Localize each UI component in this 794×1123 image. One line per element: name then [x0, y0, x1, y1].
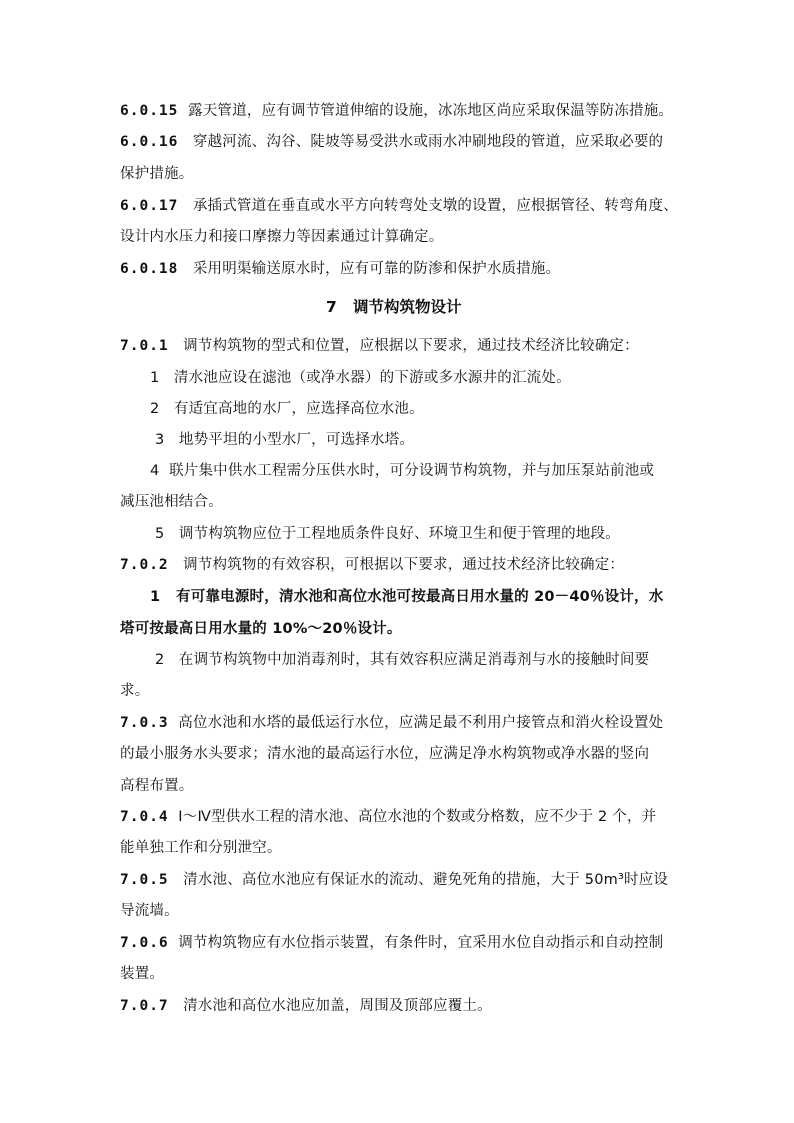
item-number: 2 — [155, 652, 165, 668]
clause-text: 清水池和高位水池应加盖，周围及顶部应覆土。 — [183, 998, 492, 1014]
list-item-continuation: 减压池相结合。 — [120, 494, 223, 510]
clause-text: Ⅰ～Ⅳ型供水工程的清水池、高位水池的个数或分格数，应不少于 2 个，并 — [178, 809, 657, 825]
clause-number: 6.0.18 — [120, 261, 179, 277]
item-number: 2 — [150, 401, 160, 417]
item-number: 4 — [150, 463, 160, 479]
clause-number: 7.0.7 — [120, 998, 169, 1014]
clause-number: 7.0.6 — [120, 935, 169, 951]
item-text: 清水池应设在滤池（或净水器）的下游或多水源井的汇流处。 — [173, 370, 571, 386]
item-number: 1 — [150, 370, 160, 386]
clause-number: 7.0.2 — [120, 557, 169, 573]
list-item — [150, 399, 424, 419]
chapter-heading — [326, 296, 462, 318]
list-item — [150, 461, 654, 481]
clause-continuation: 高程布置。 — [120, 778, 194, 794]
item-text: 调节构筑物应位于工程地质条件良好、环境卫生和便于管理的地段。 — [178, 526, 620, 542]
clause-text: 高位水池和水塔的最低运行水位，应满足最不利用户接管点和消火栓设置处 — [178, 715, 664, 731]
clause-7-0-7 — [120, 996, 492, 1016]
clause-7-0-1 — [120, 336, 639, 356]
list-item-continuation: 求。 — [120, 683, 150, 699]
clause-number: 7.0.1 — [120, 338, 169, 354]
clause-text: 调节构筑物的型式和位置，应根据以下要求，通过技术经济比较确定： — [183, 338, 639, 354]
clause-number: 6.0.16 — [120, 134, 179, 150]
clause-6-0-16-continuation: 保护措施。 — [120, 166, 194, 182]
item-number: 1 — [150, 589, 161, 605]
chapter-title: 调节构筑物设计 — [353, 298, 462, 316]
item-text: 有适宜高地的水厂，应选择高位水池。 — [173, 401, 424, 417]
clause-number: 7.0.3 — [120, 715, 169, 731]
item-number: 5 — [155, 526, 165, 542]
clause-text: 穿越河流、沟谷、陡坡等易受洪水或雨水冲刷地段的管道，应采取必要的 — [192, 134, 664, 150]
clause-continuation: 的最小服务水头要求；清水池的最高运行水位，应满足净水构筑物或净水器的竖向 — [120, 746, 650, 762]
item-text: 联片集中供水工程需分压供水时，可分设调节构筑物，并与加压泵站前池或 — [169, 463, 655, 479]
clause-continuation: 装置。 — [120, 966, 165, 982]
list-item — [155, 430, 414, 450]
clause-continuation: 能单独工作和分别泄空。 — [120, 840, 282, 856]
clause-text: 调节构筑物的有效容积，可根据以下要求，通过技术经济比较确定： — [183, 557, 625, 573]
item-text: 地势平坦的小型水厂，可选择水塔。 — [178, 432, 415, 448]
clause-text: 露天管道，应有调节管道伸缩的设施，冰冻地区尚应采取保温等防冻措施。 — [188, 103, 674, 119]
clause-6-0-16 — [120, 132, 663, 152]
chapter-number: 7 — [326, 298, 337, 316]
list-item-bold — [150, 587, 663, 607]
clause-text: 清水池、高位水池应有保证水的流动、避免死角的措施，大于 50m³时应设 — [183, 872, 669, 888]
clause-text: 调节构筑物应有水位指示装置，有条件时，宜采用水位自动指示和自动控制 — [178, 935, 664, 951]
clause-number: 7.0.4 — [120, 809, 169, 825]
clause-number: 6.0.17 — [120, 198, 179, 214]
item-text: 在调节构筑物中加消毒剂时，其有效容积应满足消毒剂与水的接触时间要 — [178, 652, 650, 668]
list-item — [155, 524, 620, 544]
item-number: 3 — [155, 432, 165, 448]
clause-6-0-17 — [120, 196, 678, 216]
clause-6-0-15 — [120, 101, 673, 121]
item-text: 有可靠电源时，清水池和高位水池可按最高日用水量的 20－40％设计，水 — [176, 589, 664, 605]
list-item — [155, 650, 649, 670]
clause-7-0-2 — [120, 555, 624, 575]
clause-text: 承插式管道在垂直或水平方向转弯处支墩的设置，应根据管径、转弯角度、 — [192, 198, 678, 214]
list-item — [150, 368, 571, 388]
clause-text: 采用明渠输送原水时，应有可靠的防渗和保护水质措施。 — [192, 261, 561, 277]
list-item-bold-continuation: 塔可按最高日用水量的 10%～20％设计。 — [120, 621, 402, 637]
clause-7-0-6 — [120, 933, 663, 953]
clause-6-0-17-continuation: 设计内水压力和接口摩擦力等因素通过计算确定。 — [120, 229, 444, 245]
clause-6-0-18 — [120, 259, 560, 279]
clause-number: 6.0.15 — [120, 103, 179, 119]
clause-7-0-3 — [120, 713, 663, 733]
clause-continuation: 导流墙。 — [120, 903, 179, 919]
clause-number: 7.0.5 — [120, 872, 169, 888]
clause-7-0-4 — [120, 807, 656, 827]
clause-7-0-5 — [120, 870, 668, 890]
